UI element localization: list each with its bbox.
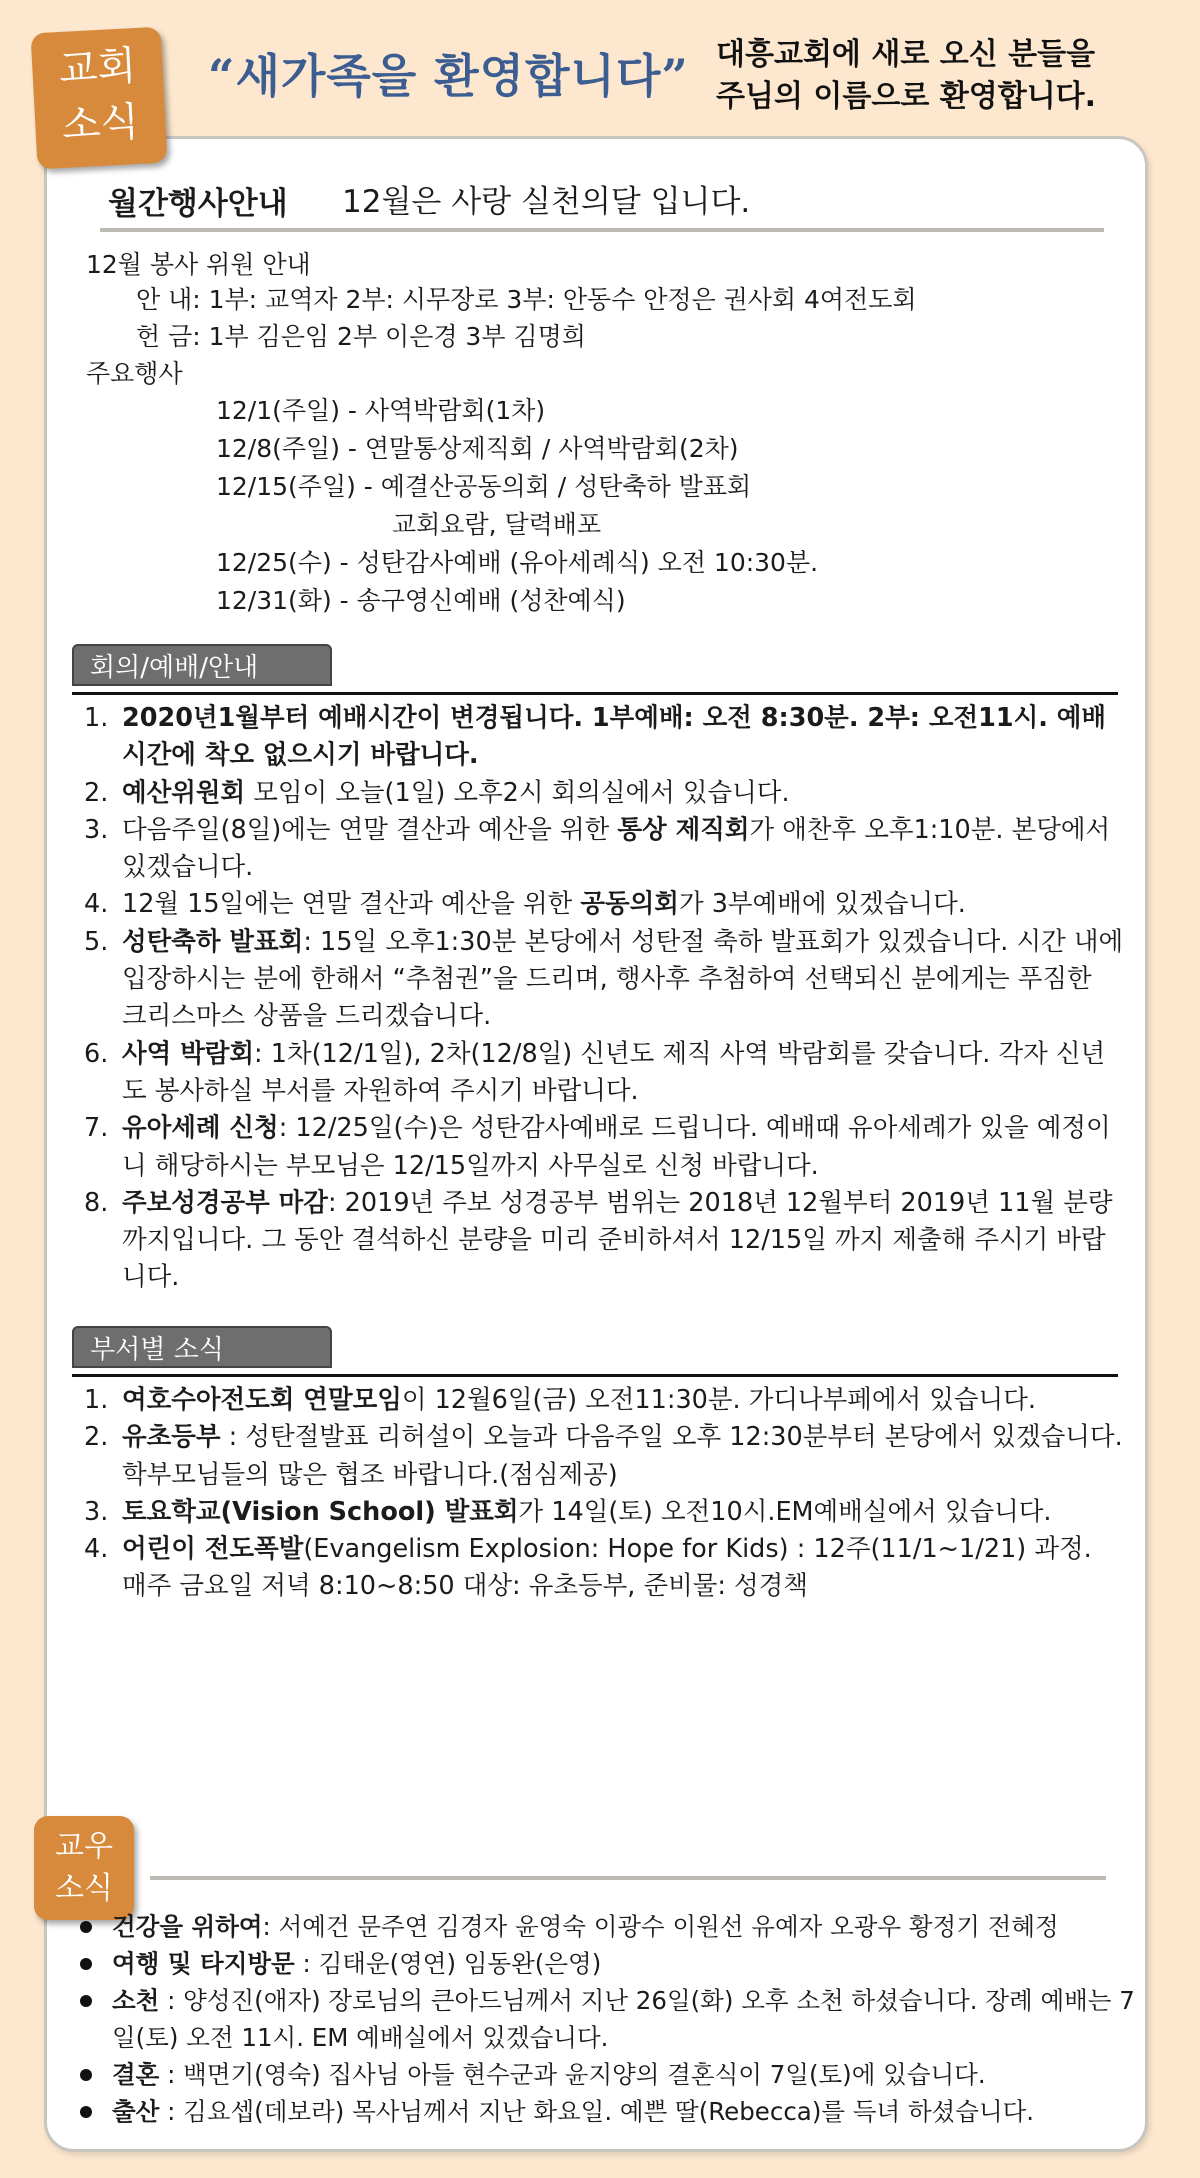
item-number: 6.: [84, 1038, 109, 1069]
item-text: : 김요셉(데보라) 목사님께서 지난 화요일. 예쁜 딸(Rebecca)를 득녀 하셨습니다.: [159, 2097, 1035, 2126]
list-item: [84, 1494, 1124, 1531]
welcome-sub-line-2: 주님의 이름으로 환영합니다.: [716, 79, 1097, 114]
usher-line: 안 내: 1부: 교역자 2부: 시무장로 3부: 안동수 안정은 권사회 4여전도회: [136, 285, 917, 314]
list-item: [84, 924, 1124, 1036]
event-item: 12/8(주일) - 연말통상제직회 / 사역박람회(2차): [216, 434, 739, 463]
events-heading: 주요행사: [86, 359, 183, 388]
item-bold: 성탄축하 발표회: [122, 926, 304, 957]
badge-line-2: 소식: [60, 98, 141, 149]
list-item: [84, 1110, 1124, 1185]
item-bold: 예산위원회: [122, 777, 246, 808]
event-item: 교회요람, 달력배포: [392, 510, 602, 539]
section-rule: [72, 1374, 1118, 1377]
list-item: [74, 1945, 1144, 1982]
item-text: 가 애찬후 오후1:10분. 본당에서 있겠습니다.: [122, 814, 1111, 883]
list-item: [84, 1419, 1124, 1494]
item-bold: 토요학교(Vision School) 발표회: [122, 1496, 519, 1527]
item-text: : 서예건 문주연 김경자 윤영숙 이광수 이원선 유예자 오광우 황정기 전혜정: [262, 1912, 1059, 1941]
item-number: 4.: [84, 1534, 109, 1565]
list-item: [84, 1382, 1124, 1419]
item-number: 1.: [84, 1385, 109, 1415]
offering-line: 헌 금: 1부 김은임 2부 이은경 3부 김명희: [136, 322, 586, 351]
dept-list: [84, 1382, 1124, 1606]
item-text: : 12/25일(수)은 성탄감사예배로 드립니다. 예배때 유아세례가 있을 예정이니 해당하시는 부모님은 12/15일까지 사무실로 신청 바랍니다.: [122, 1113, 1111, 1181]
item-number: 5.: [84, 926, 109, 957]
item-bold: 소천: [112, 1986, 160, 2015]
meeting-list: [84, 700, 1124, 1297]
list-item: [84, 1531, 1124, 1606]
list-item: [74, 1908, 1144, 1945]
bullet-icon: [80, 1958, 92, 1970]
item-bold: 공동의회: [580, 889, 679, 920]
item-text: : 성탄절발표 리허설이 오늘과 다음주일 오후 12:30분부터 본당에서 있겠습니다. 학부모님들의 많은 협조 바랍니다.(점심제공): [122, 1422, 1123, 1490]
section-tab-meeting: 회의/예배/안내: [72, 644, 332, 686]
item-number: 4.: [84, 889, 109, 920]
item-pre: 다음주일(8일)에는 연말 결산과 예산을 위한: [122, 814, 618, 845]
list-item: [84, 1036, 1124, 1111]
section-rule: [72, 692, 1118, 695]
item-text: : 김태운(영연) 임동완(은영): [294, 1949, 602, 1978]
list-item: [74, 2056, 1144, 2093]
event-item: 12/25(수) - 성탄감사예배 (유아세례식) 오전 10:30분.: [216, 548, 819, 577]
volunteer-heading: 12월 봉사 위원 안내: [86, 250, 311, 279]
item-bold: 통상 제직회: [617, 814, 750, 845]
section-tab-dept: 부서별 소식: [72, 1326, 332, 1368]
item-number: 3.: [84, 1496, 109, 1527]
item-text: : 양성진(애자) 장로님의 큰아드님께서 지난 26일(화) 오후 소천 하셨습니다. 장례 예배는 7일(토) 오전 11시. EM 예배실에서 있겠습니다.: [112, 1986, 1135, 2052]
item-bold: 결혼: [112, 2060, 160, 2089]
member-news-badge: [34, 1816, 134, 1920]
item-number: 1.: [84, 703, 109, 733]
item-text: 이 12월6일(금) 오전11:30분. 가디나부페에서 있습니다.: [401, 1385, 1036, 1415]
item-number: 3.: [84, 814, 109, 845]
event-item: 12/1(주일) - 사역박람회(1차): [216, 396, 546, 425]
item-bold: 유초등부: [122, 1422, 221, 1453]
divider: [150, 1876, 1106, 1880]
list-item: [84, 1185, 1124, 1297]
item-text: 가 14일(토) 오전10시.EM예배실에서 있습니다.: [518, 1496, 1052, 1527]
monthly-subtitle: 12월은 사랑 실천의달 입니다.: [342, 184, 751, 220]
bullet-icon: [80, 1921, 92, 1933]
item-text: : 2019년 주보 성경공부 범위는 2018년 12월부터 2019년 11월 분량까지입니다. 그 동안 결석하신 분량을 미리 준비하셔서 12/15일 까지 제출해 주시기 바랍니다.: [122, 1187, 1113, 1293]
church-news-badge: [31, 27, 168, 170]
bullet-icon: [80, 1995, 92, 2007]
item-number: 2.: [84, 1422, 109, 1453]
list-item: [74, 1982, 1144, 2056]
item-text: : 백면기(영숙) 집사님 아들 현수군과 윤지양의 결혼식이 7일(토)에 있습니다.: [159, 2060, 986, 2089]
item-bold: 주보성경공부 마감: [122, 1187, 328, 1218]
item-bold: 여호수아전도회 연말모임: [122, 1385, 402, 1415]
item-text: : 1차(12/1일), 2차(12/8일) 신년도 제직 사역 박람회를 갖습니다. 각자 신년도 봉사하실 부서를 자원하여 주시기 바랍니다.: [122, 1038, 1106, 1106]
list-item: [84, 886, 1124, 923]
welcome-sub-line-1: 대흥교회에 새로 오신 분들을: [716, 37, 1096, 72]
item-pre: 12월 15일에는 연말 결산과 예산을 위한: [122, 889, 581, 920]
item-number: 7.: [84, 1113, 109, 1144]
member-news-list: [74, 1908, 1144, 2130]
badge-line-1: 교우: [55, 1829, 113, 1864]
divider: [100, 228, 1104, 232]
item-bold: 사역 박람회: [122, 1038, 255, 1069]
list-item: [84, 812, 1124, 887]
item-text: (Evangelism Explosion: Hope for Kids) : 12주(11/1~1/21) 과정. 매주 금요일 저녁 8:10~8:50 대상: 유초등부, 준비물: 성경책: [122, 1534, 1092, 1602]
monthly-title: 월간행사안내: [108, 186, 288, 222]
item-bold: 건강을 위하여: [112, 1912, 263, 1941]
event-item: 12/15(주일) - 예결산공동의회 / 성탄축하 발표회: [216, 472, 752, 501]
bullet-icon: [80, 2106, 92, 2118]
event-item: 12/31(화) - 송구영신예배 (성찬예식): [216, 586, 626, 615]
item-text: 모임이 오늘(1일) 오후2시 회의실에서 있습니다.: [245, 777, 790, 808]
badge-line-1: 교회: [57, 43, 138, 94]
list-item: [84, 775, 1124, 812]
item-bold: 유아세례 신청: [122, 1113, 279, 1144]
item-bold: 어린이 전도폭발: [122, 1534, 304, 1565]
bullet-icon: [80, 2069, 92, 2081]
welcome-subtitle: [716, 34, 1176, 118]
list-item: [84, 700, 1124, 775]
badge-line-2: 소식: [55, 1871, 113, 1906]
item-text: 가 3부예배에 있겠습니다.: [678, 889, 966, 920]
item-number: 8.: [84, 1187, 109, 1218]
item-number: 2.: [84, 777, 109, 808]
item-bold: 2020년1월부터 예배시간이 변경됩니다. 1부예배: 오전 8:30분. 2부: 오전11시. 예배시간에 착오 없으시기 바랍니다.: [122, 703, 1107, 771]
item-bold: 출산: [112, 2097, 160, 2126]
item-text: : 15일 오후1:30분 본당에서 성탄절 축하 발표회가 있겠습니다. 시간 내에 입장하시는 분에 한해서 “추첨권”을 드리며, 행사후 추첨하여 선택되신 분에게는 푸짐한 크리스마스 상품을 드리겠습니다.: [122, 926, 1124, 1032]
list-item: [74, 2093, 1144, 2130]
item-bold: 여행 및 타지방문: [112, 1949, 295, 1978]
welcome-title: “새가족을 환영합니다”: [208, 49, 689, 103]
